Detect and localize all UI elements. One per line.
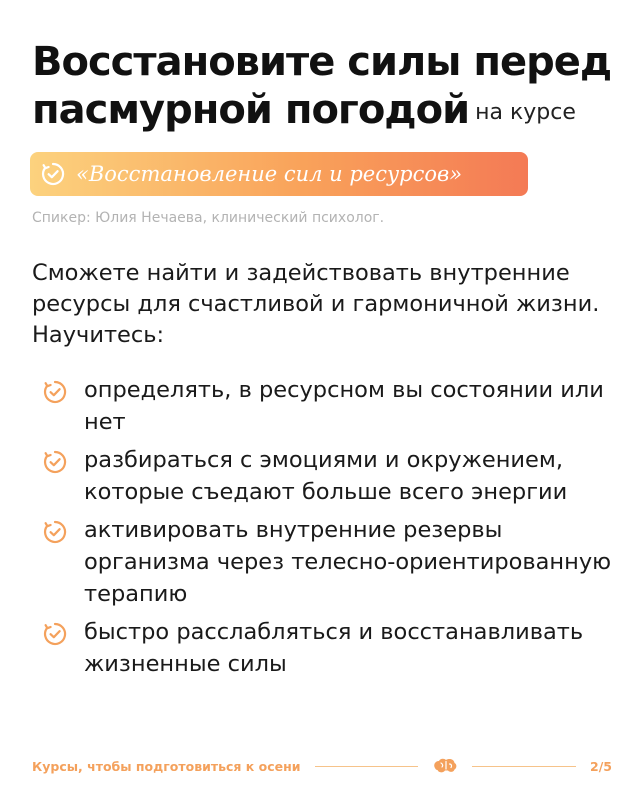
course-name: «Восстановление сил и ресурсов»: [76, 162, 463, 186]
skills-list: [32, 374, 622, 686]
slide-title: [32, 38, 622, 137]
footer-divider-right: [472, 766, 576, 767]
footer-series-title: Курсы, чтобы подготовиться к осени: [32, 758, 301, 774]
list-item-text: быстро расслабляться и восстанавливать жизненные силы: [84, 619, 584, 677]
footer-divider-left: [315, 766, 419, 767]
timer-check-icon: [42, 379, 68, 405]
title-main: Восстановите силы перед пасмурной погодой: [32, 39, 612, 133]
timer-check-icon: [42, 449, 68, 475]
course-badge: [30, 152, 528, 196]
footer: [32, 756, 612, 776]
list-item-text: активировать внутренние резервы организма через телесно-ориентированную терапию: [84, 517, 612, 607]
list-item: [32, 444, 622, 508]
list-item: [32, 616, 622, 680]
title-suffix: на курсе: [475, 100, 576, 125]
brain-logo-icon: [432, 757, 458, 775]
timer-check-icon: [42, 621, 68, 647]
intro-text: Сможете найти и задействовать внутренние ресурсы для счастливой и гармоничной жизни. Научитесь:: [32, 260, 600, 348]
timer-check-icon: [40, 161, 66, 187]
list-item: [32, 374, 622, 438]
speaker-info: Спикер: Юлия Нечаева, клинический психолог.: [32, 210, 385, 226]
list-item-text: разбираться с эмоциями и окружением, которые съедают больше всего энергии: [84, 447, 568, 505]
timer-check-icon: [42, 519, 68, 545]
page-number: 2/5: [590, 758, 613, 774]
list-item: [32, 514, 622, 610]
list-item-text: определять, в ресурсном вы состоянии или нет: [84, 377, 604, 435]
